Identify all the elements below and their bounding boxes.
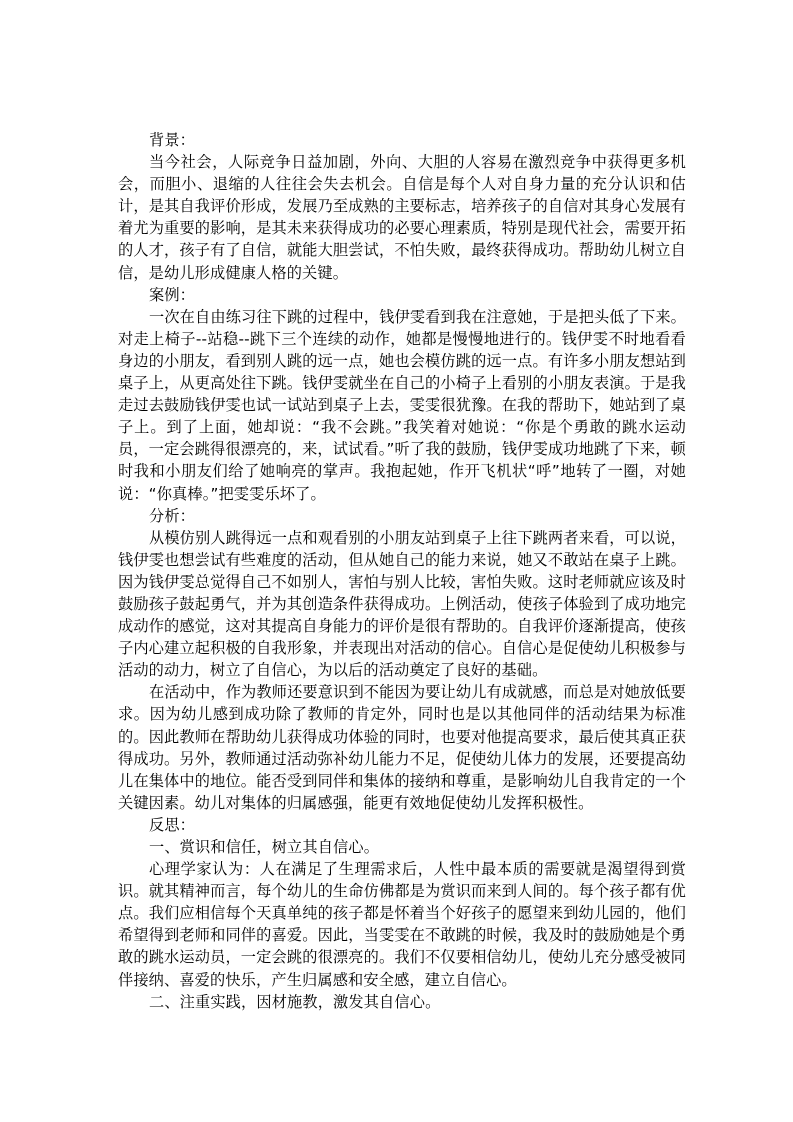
paragraph-analysis-body-2: 在活动中，作为教师还要意识到不能因为要让幼儿有成就感，而总是对她放低要求。因为幼儿感到成功除了教师的肯定外，同时也是以其他同伴的活动结果为标准的。因此教师在帮助幼儿获得成功体验的同时，也要对他提高要求，最后使其真正获得成功。另外，教师通过活动弥补幼儿能力不足，促使幼儿体力的发展，还要提高幼儿在集体中的地位。能否受到同伴和集体的接纳和尊重，是影响幼儿自我肯定的一个关键因素。幼儿对集体的归属感强，能更有效地促使幼儿发挥积极性。 xyxy=(118,683,686,812)
heading-reflection: 反思： xyxy=(149,815,196,834)
subheading-reflection-1: 一、赏识和信任，树立其自信心。 xyxy=(149,838,380,856)
document-page xyxy=(118,129,686,1013)
subheading-reflection-2: 二、注重实践，因材施教，激发其自信心。 xyxy=(149,992,441,1011)
heading-case: 案例： xyxy=(149,285,196,304)
paragraph-analysis-body-1: 从模仿别人跳得远一点和观看别的小朋友站到桌子上往下跳两者来看，可以说，钱伊雯也想尝试有些难度的活动，但从她自己的能力来说，她又不敢站在桌子上跳。因为钱伊雯总觉得自己不如别人，害怕与别人比较，害怕失败。这时老师就应该及时鼓励孩子鼓起勇气，并为其创造条件获得成功。上例活动，使孩子体验到了成功地完成动作的感觉，这对其提高自身能力的评价是很有帮助的。自我评价逐渐提高，使孩子内心建立起积极的自我形象，并表现出对活动的信心。自信心是促使幼儿积极参与活动的动力，树立了自信心，为以后的活动奠定了良好的基础。 xyxy=(118,528,686,680)
paragraph-case-body: 一次在自由练习往下跳的过程中，钱伊雯看到我在注意她，于是把头低了下来。对走上椅子--站稳--跳下三个连续的动作，她都是慢慢地进行的。钱伊雯不时地看看身边的小朋友，看到别人跳的远一点，她也会模仿跳的远一点。有许多小朋友想站到桌子上，从更高处往下跳。钱伊雯就坐在自己的小椅子上看别的小朋友表演。于是我走过去鼓励钱伊雯也试一试站到桌子上去，雯雯很犹豫。在我的帮助下，她站到了桌子上。到了上面，她却说：“我不会跳。”我笑着对她说：“你是个勇敢的跳水运动员，一定会跳得很漂亮的，来，试试看。”听了我的鼓励，钱伊雯成功地跳了下来，顿时我和小朋友们给了她响亮的掌声。我抱起她，作开飞机状“呼”地转了一圈，对她说：“你真棒。”把雯雯乐坏了。 xyxy=(118,307,686,503)
paragraph-background-body: 当今社会，人际竞争日益加剧，外向、大胆的人容易在激烈竞争中获得更多机会，而胆小、退缩的人往往会失去机会。自信是每个人对自身力量的充分认识和估计，是其自我评价形成，发展乃至成熟的主要标志，培养孩子的自信对其身心发展有着尤为重要的影响，是其未来获得成功的必要心理素质，特别是现代社会，需要开拓的人才，孩子有了自信，就能大胆尝试，不怕失败，最终获得成功。帮助幼儿树立自信，是幼儿形成健康人格的关键。 xyxy=(118,153,686,282)
heading-background: 背景： xyxy=(149,131,196,149)
paragraph-reflection-body-1: 心理学家认为：人在满足了生理需求后，人性中最本质的需要就是渴望得到赏识。就其精神而言，每个幼儿的生命仿佛都是为赏识而来到人间的。每个孩子都有优点。我们应相信每个天真单纯的孩子都是怀着当个好孩子的愿望来到幼儿园的，他们希望得到老师和同伴的喜爱。因此，当雯雯在不敢跳的时候，我及时的鼓励她是个勇敢的跳水运动员，一定会跳的很漂亮的。我们不仅要相信幼儿，使幼儿充分感受被同伴接纳、喜爱的快乐，产生归属感和安全感，建立自信心。 xyxy=(118,860,686,989)
heading-analysis: 分析： xyxy=(149,506,196,525)
